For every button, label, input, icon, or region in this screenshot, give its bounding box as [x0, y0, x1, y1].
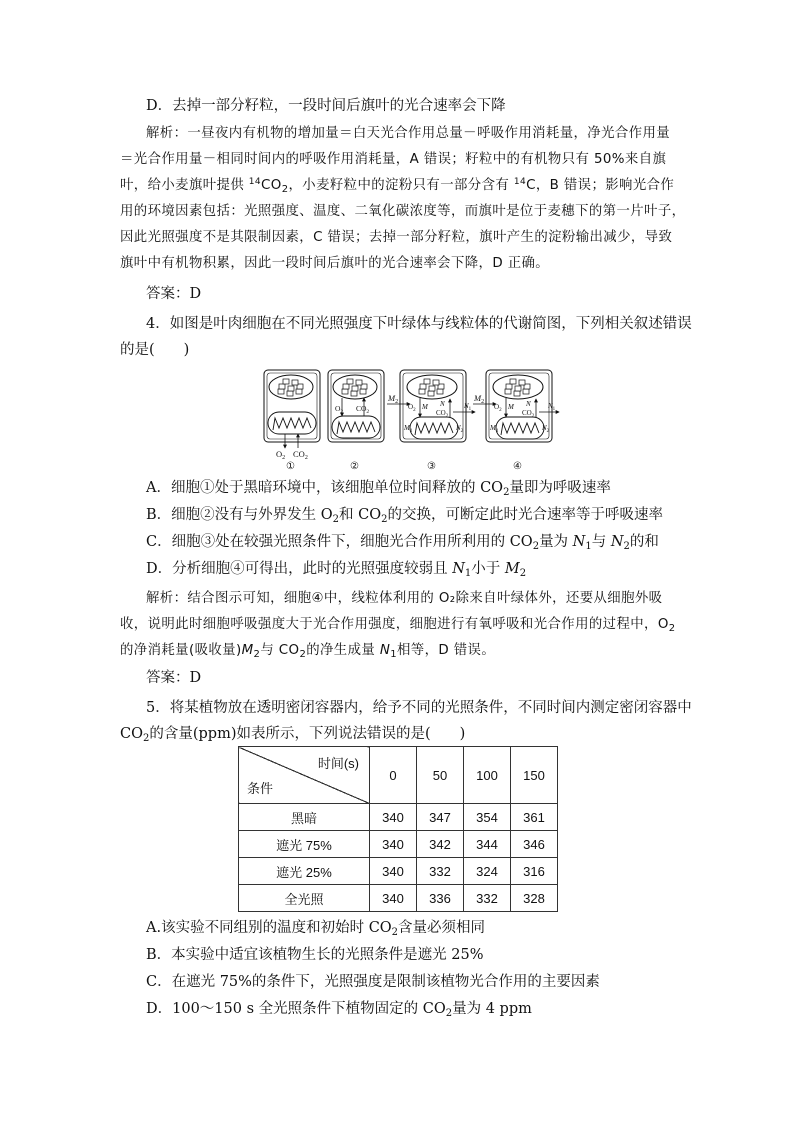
q5-stem-line-2: $CO_2$的含量(ppm)如表所示，下列说法错误的是( ): [120, 726, 466, 744]
cell-4-m1-label: $M_1$: [490, 424, 499, 434]
q5-stem-line-1: 5．将某植物放在透明密闭容器内，给予不同的光照条件，不同时间内测定密闭容器中: [146, 700, 692, 716]
cell-3-m-label: M: [422, 403, 428, 411]
q5-option-a: A.该实验不同组别的温度和初始时 $CO_2$含量必须相同: [146, 920, 486, 938]
q4-analysis-line-3: 的净消耗量(吸收量)$M_2$与 $CO_2$的净生成量 $N_1$相等，D 错误。: [120, 643, 496, 660]
q5-option-b: B．本实验中适宜该植物生长的光照条件是遮光 25%: [146, 947, 484, 963]
cell-4-m2-label: $M_2$: [474, 393, 485, 405]
cell-value: 340: [370, 885, 417, 912]
cell-4-n2-label: $N_2$: [542, 424, 550, 434]
q4-option-c: C．细胞③处在较强光照条件下，细胞光合作用所利用的 $CO_2$量为 $N_1$与 $N_2$的和: [146, 534, 659, 552]
table-diagonal-header: [239, 747, 370, 804]
cell-3-m2-label: $M_2$: [388, 393, 399, 405]
cell-2-o2-label: $O_2$: [335, 404, 344, 415]
cell-value: 328: [511, 885, 558, 912]
header-time-0: 0: [370, 747, 417, 804]
cell-value: 346: [511, 831, 558, 858]
header-time: 时间(s): [317, 756, 359, 771]
cell-value: 336: [417, 885, 464, 912]
row-condition: 全光照: [239, 885, 370, 912]
row-condition: 遮光 75%: [239, 831, 370, 858]
cell-4-label: ④: [513, 461, 522, 472]
cell-value: 316: [511, 858, 558, 885]
q4-stem-line-1: 4．如图是叶肉细胞在不同光照强度下叶绿体与线粒体的代谢简图，下列相关叙述错误: [146, 316, 692, 332]
header-time-50: 50: [417, 747, 464, 804]
q4-analysis-line-1: 解析：结合图示可知，细胞④中，线粒体利用的 O₂除来自叶绿体外，还要从细胞外吸: [146, 591, 663, 606]
cell-value: 340: [370, 858, 417, 885]
cell-value: 332: [464, 885, 511, 912]
cell-3-m1-label: $M_1$: [404, 424, 413, 434]
cell-3-diagram: [387, 370, 475, 472]
row-condition: 黑暗: [239, 804, 370, 831]
cell-4-m-label: M: [508, 403, 514, 411]
cell-value: 347: [417, 804, 464, 831]
header-time-100: 100: [464, 747, 511, 804]
table-header-row: [239, 747, 558, 804]
q4-stem-line-2: 的是( ): [120, 342, 190, 358]
cell-1-co2-label: $CO_2$: [293, 449, 308, 461]
q5-option-d: D．100～150 s 全光照条件下植物固定的 $CO_2$量为 4 ppm: [146, 1001, 532, 1019]
q4-option-d: D．分析细胞④可得出，此时的光照强度较弱且 $N_1$小于 $M_2$: [146, 561, 527, 579]
mitochondrion-4: [496, 417, 544, 439]
q4-option-b: B．细胞②没有与外界发生 $O_2$和 $CO_2$的交换，可断定此时光合速率等于呼吸速率: [146, 507, 663, 525]
q4-option-a: A．细胞①处于黑暗环境中，该细胞单位时间释放的 $CO_2$量即为呼吸速率: [146, 480, 611, 498]
cell-value: 361: [511, 804, 558, 831]
cell-value: 332: [417, 858, 464, 885]
q4-analysis-line-2: 收，说明此时细胞呼吸强度大于光合作用强度，细胞进行有氧呼吸和光合作用的过程中，$O_2$: [120, 617, 676, 634]
q3-analysis-line-6: 旗叶中有机物积累，因此一段时间后旗叶的光合速率会下降，D 正确。: [120, 256, 550, 271]
header-condition: 条件: [247, 781, 274, 796]
cell-value: 340: [370, 804, 417, 831]
cell-metabolism-figure: [260, 368, 560, 472]
cell-4-diagram: [473, 370, 559, 472]
cell-value: 344: [464, 831, 511, 858]
q4-answer: 答案：D: [146, 670, 202, 686]
cell-4-co2-label: $CO_2$: [522, 409, 535, 419]
cell-3-co2-label: $CO_2$: [436, 409, 449, 419]
cell-3-o2-label: $O_2$: [408, 403, 416, 413]
q3-analysis-line-3: 叶，给小麦旗叶提供 $^{14}CO_2$，小麦籽粒中的淀粉只有一部分含有 $^{14}$C，B 错误；影响光合作: [120, 177, 675, 195]
cell-1-diagram: [264, 370, 320, 472]
cell-3-n2-label: $N_2$: [456, 424, 464, 434]
q3-analysis-line-4: 用的环境因素包括：光照强度、温度、二氧化碳浓度等，而旗叶是位于麦穗下的第一片叶子，: [120, 204, 686, 219]
q3-option-d: D．去掉一部分籽粒，一段时间后旗叶的光合速率会下降: [146, 98, 506, 114]
cell-value: 324: [464, 858, 511, 885]
q3-analysis-line-2: ＝光合作用量－相同时间内的呼吸作用消耗量，A 错误；籽粒中的有机物只有 50%来自旗: [120, 152, 667, 167]
mitochondrion-1: [268, 412, 316, 434]
table-row: [239, 804, 558, 831]
cell-value: 342: [417, 831, 464, 858]
q3-analysis-line-5: 因此光照强度不是其限制因素，C 错误；去掉一部分籽粒，旗叶产生的淀粉输出减少，导致: [120, 230, 673, 245]
cell-4-o2-label: $O_2$: [494, 403, 502, 413]
q3-answer: 答案：D: [146, 286, 202, 302]
mitochondrion-2: [332, 416, 380, 438]
mitochondrion-3: [410, 417, 458, 439]
cell-1-label: ①: [286, 461, 295, 472]
cell-3-n1-label: $N_1$: [464, 402, 472, 412]
table-row: [239, 885, 558, 912]
cell-2-label: ②: [350, 461, 359, 472]
cell-2-diagram: [328, 370, 384, 472]
cell-3-label: ③: [427, 461, 436, 472]
cell-3-n-label: N: [440, 400, 445, 408]
cell-value: 340: [370, 831, 417, 858]
co2-data-table: [238, 746, 558, 912]
cell-1-o2-label: $O_2$: [276, 449, 286, 461]
q5-option-c: C．在遮光 75%的条件下，光照强度是限制该植物光合作用的主要因素: [146, 974, 600, 990]
cell-4-n-label: N: [526, 400, 531, 408]
header-time-150: 150: [511, 747, 558, 804]
table-row: [239, 858, 558, 885]
cell-value: 354: [464, 804, 511, 831]
table-row: [239, 831, 558, 858]
q3-analysis-line-1: 解析：一昼夜内有机物的增加量＝白天光合作用总量－呼吸作用消耗量，净光合作用量: [146, 126, 671, 141]
cell-4-n1-label: $N_1$: [548, 402, 556, 412]
row-condition: 遮光 25%: [239, 858, 370, 885]
cell-2-co2-label: $CO_2$: [356, 404, 370, 415]
